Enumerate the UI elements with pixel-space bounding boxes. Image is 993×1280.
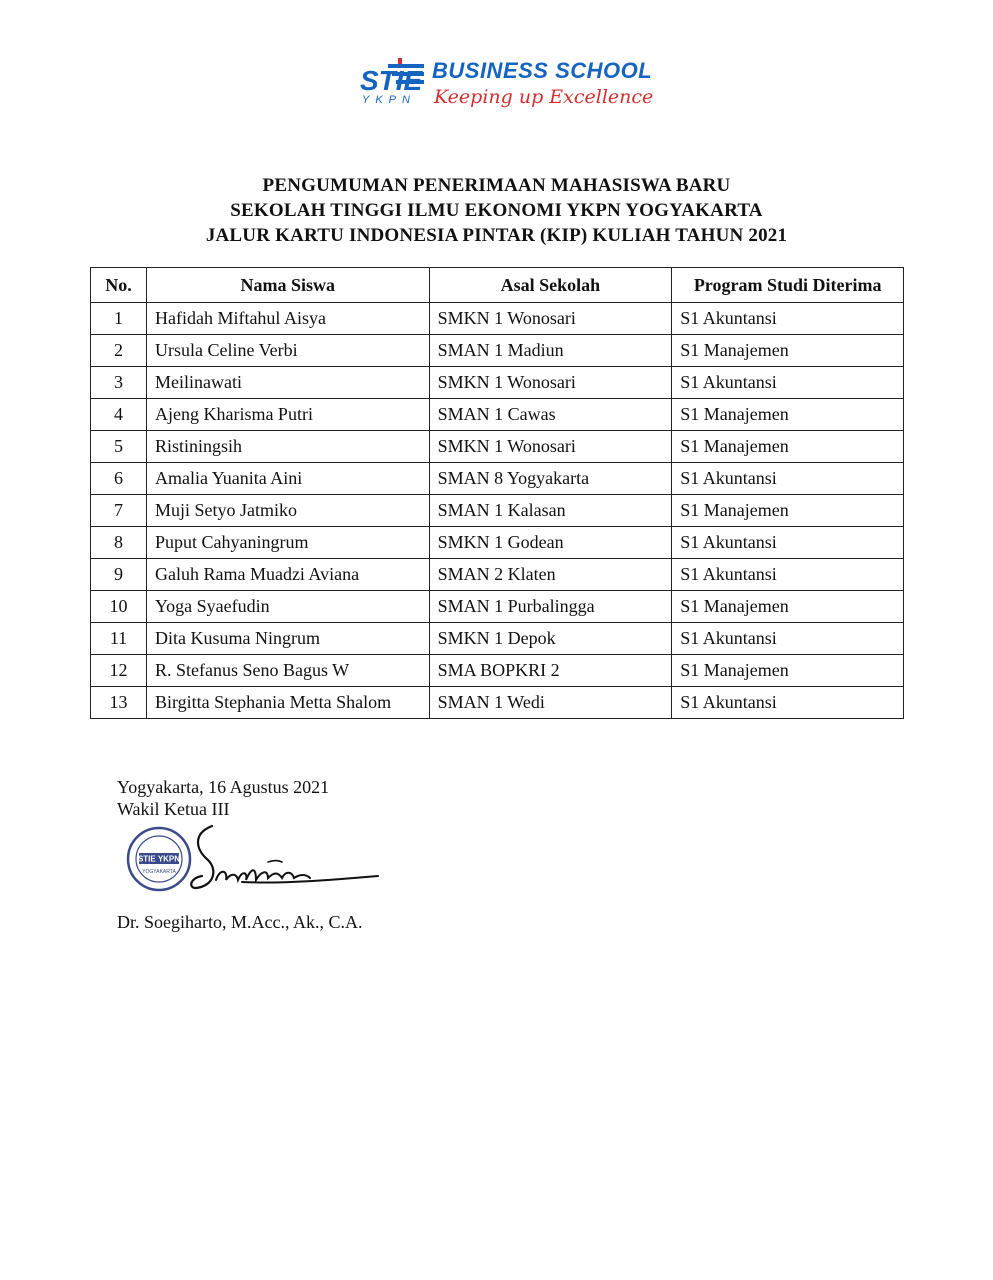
- table-row: [91, 527, 904, 559]
- cell-program-studi: S1 Akuntansi: [672, 623, 904, 655]
- cell-asal-sekolah: SMKN 1 Wonosari: [429, 431, 672, 463]
- cell-program-studi: S1 Manajemen: [672, 655, 904, 687]
- cell-asal-sekolah: SMAN 1 Wedi: [429, 687, 672, 719]
- cell-no: 12: [91, 655, 147, 687]
- cell-asal-sekolah: SMA BOPKRI 2: [429, 655, 672, 687]
- header-nama-siswa: Nama Siswa: [146, 268, 429, 303]
- cell-no: 9: [91, 559, 147, 591]
- title-line-1: PENGUMUMAN PENERIMAAN MAHASISWA BARU: [262, 175, 731, 196]
- cell-program-studi: S1 Manajemen: [672, 335, 904, 367]
- stie-ykpn-logo: [358, 54, 658, 118]
- table-row: [91, 495, 904, 527]
- brand-tagline: Keeping up Excellence: [434, 86, 654, 108]
- cell-no: 10: [91, 591, 147, 623]
- table-row: [91, 367, 904, 399]
- cell-program-studi: S1 Manajemen: [672, 495, 904, 527]
- cell-program-studi: S1 Manajemen: [672, 431, 904, 463]
- closing-block: [117, 776, 329, 820]
- table-row: [91, 303, 904, 335]
- cell-no: 13: [91, 687, 147, 719]
- table-row: [91, 591, 904, 623]
- cell-nama-siswa: Amalia Yuanita Aini: [146, 463, 429, 495]
- cell-asal-sekolah: SMAN 8 Yogyakarta: [429, 463, 672, 495]
- table-row: [91, 687, 904, 719]
- cell-nama-siswa: Puput Cahyaningrum: [146, 527, 429, 559]
- table-row: [91, 623, 904, 655]
- header-asal-sekolah: Asal Sekolah: [429, 268, 672, 303]
- cell-asal-sekolah: SMKN 1 Depok: [429, 623, 672, 655]
- table-row: [91, 463, 904, 495]
- header-no: No.: [91, 268, 147, 303]
- cell-asal-sekolah: SMAN 1 Cawas: [429, 399, 672, 431]
- cell-asal-sekolah: SMKN 1 Wonosari: [429, 303, 672, 335]
- cell-nama-siswa: Ristiningsih: [146, 431, 429, 463]
- cell-asal-sekolah: SMAN 1 Purbalingga: [429, 591, 672, 623]
- stamp-city: YOGYAKARTA: [142, 869, 176, 875]
- logo-ykpn-text: YKPN: [362, 94, 416, 106]
- student-table: [90, 267, 904, 719]
- table-row: [91, 399, 904, 431]
- brand-name: BUSINESS SCHOOL: [432, 58, 653, 83]
- cell-nama-siswa: Hafidah Miftahul Aisya: [146, 303, 429, 335]
- cell-no: 3: [91, 367, 147, 399]
- cell-nama-siswa: R. Stefanus Seno Bagus W: [146, 655, 429, 687]
- cell-no: 7: [91, 495, 147, 527]
- cell-no: 4: [91, 399, 147, 431]
- cell-no: 6: [91, 463, 147, 495]
- cell-program-studi: S1 Akuntansi: [672, 527, 904, 559]
- cell-asal-sekolah: SMKN 1 Wonosari: [429, 367, 672, 399]
- cell-program-studi: S1 Manajemen: [672, 591, 904, 623]
- table-body: [91, 303, 904, 719]
- cell-program-studi: S1 Akuntansi: [672, 463, 904, 495]
- handwritten-signature: [182, 820, 382, 900]
- logo-brand-mark: STIE: [360, 65, 423, 96]
- cell-asal-sekolah: SMAN 1 Kalasan: [429, 495, 672, 527]
- cell-program-studi: S1 Akuntansi: [672, 687, 904, 719]
- announcement-title: [0, 173, 993, 248]
- cell-nama-siswa: Birgitta Stephania Metta Shalom: [146, 687, 429, 719]
- signer-position: Wakil Ketua III: [117, 799, 230, 819]
- cell-program-studi: S1 Akuntansi: [672, 367, 904, 399]
- table-row: [91, 559, 904, 591]
- header-program-studi: Program Studi Diterima: [672, 268, 904, 303]
- cell-no: 1: [91, 303, 147, 335]
- cell-nama-siswa: Dita Kusuma Ningrum: [146, 623, 429, 655]
- cell-asal-sekolah: SMKN 1 Godean: [429, 527, 672, 559]
- cell-nama-siswa: Yoga Syaefudin: [146, 591, 429, 623]
- place-date: Yogyakarta, 16 Agustus 2021: [117, 777, 330, 797]
- cell-program-studi: S1 Akuntansi: [672, 559, 904, 591]
- table-row: [91, 431, 904, 463]
- cell-no: 2: [91, 335, 147, 367]
- cell-nama-siswa: Galuh Rama Muadzi Aviana: [146, 559, 429, 591]
- cell-nama-siswa: Muji Setyo Jatmiko: [146, 495, 429, 527]
- cell-nama-siswa: Meilinawati: [146, 367, 429, 399]
- cell-asal-sekolah: SMAN 2 Klaten: [429, 559, 672, 591]
- cell-nama-siswa: Ajeng Kharisma Putri: [146, 399, 429, 431]
- cell-asal-sekolah: SMAN 1 Madiun: [429, 335, 672, 367]
- cell-no: 8: [91, 527, 147, 559]
- title-line-2: SEKOLAH TINGGI ILMU EKONOMI YKPN YOGYAKARTA: [230, 200, 763, 221]
- cell-nama-siswa: Ursula Celine Verbi: [146, 335, 429, 367]
- cell-program-studi: S1 Akuntansi: [672, 303, 904, 335]
- cell-program-studi: S1 Manajemen: [672, 399, 904, 431]
- cell-no: 5: [91, 431, 147, 463]
- table-row: [91, 655, 904, 687]
- stamp-text: STIE YKPN: [137, 854, 181, 864]
- table-header-row: [91, 268, 904, 303]
- table-row: [91, 335, 904, 367]
- cell-no: 11: [91, 623, 147, 655]
- signer-name: Dr. Soegiharto, M.Acc., Ak., C.A.: [117, 912, 363, 932]
- title-line-3: JALUR KARTU INDONESIA PINTAR (KIP) KULIAH TAHUN 2021: [205, 225, 788, 246]
